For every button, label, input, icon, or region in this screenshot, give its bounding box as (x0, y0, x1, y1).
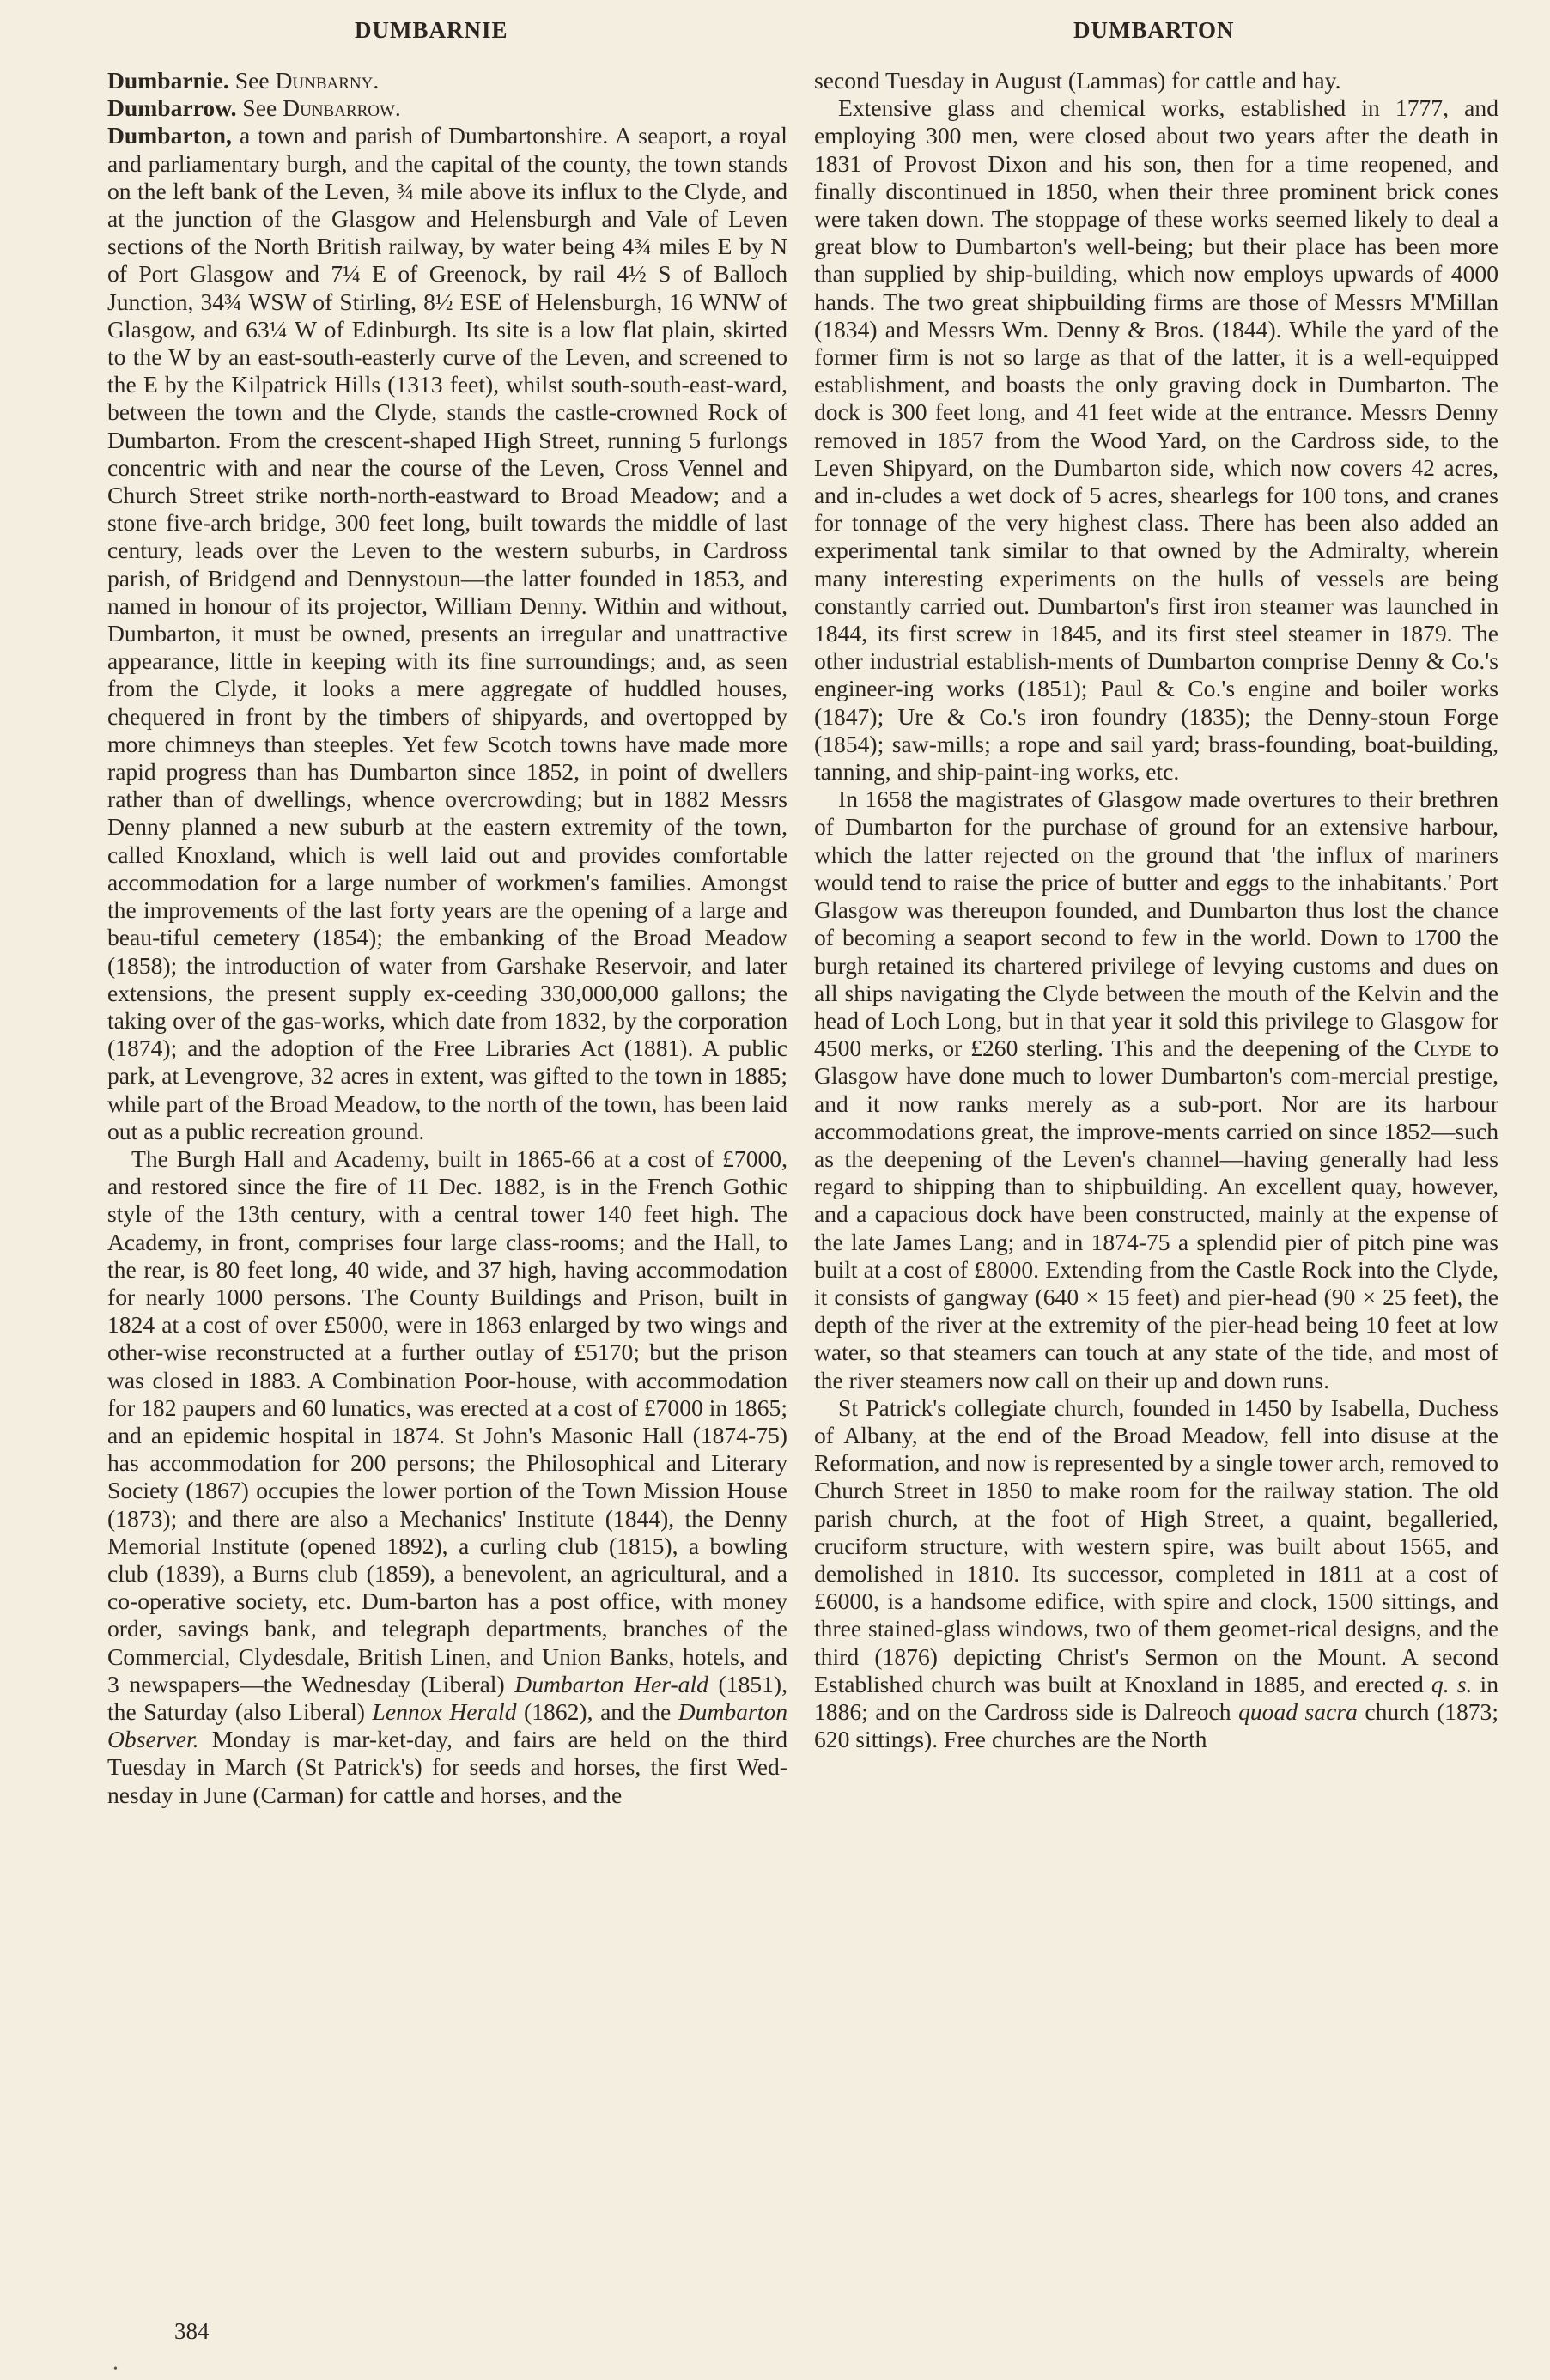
newspaper-title: Dumbarton Her-ald (514, 1670, 708, 1697)
paragraph-harbour (814, 786, 1498, 1393)
paragraph-text: to Glasgow have done much to lower Dumbarton's com-mercial prestige, and it now ranks merely as a sub-port. Nor are its harbour accommodations great, the improve-ments carried on since 1852—such as the deepening of the Leven's channel—having generally had less regard to shipping than to shipbuilding. An excellent quay, however, and a capacious dock have been constructed, mainly at the expense of the late James Lang; and in 1874-75 a splendid pier of pitch pine was built at a cost of £8000. Extending from the Castle Rock into the Clyde, it consists of gangway (640 × 15 feet) and pier-head (90 × 25 feet), the depth of the river at the extremity of the pier-head being 10 feet at low water, so that steamers can touch at any state of the tide, and most of the river steamers now call on their up and down runs. (814, 1035, 1498, 1393)
newspaper-title: Dumbarton Observer. (107, 1697, 787, 1753)
paragraph-industry: Extensive glass and chemical works, established in 1777, and employing 300 men, were closed about two years after the death in 1831 of Provost Dixon and his son, then for a time reopened, and finally discontinued in 1850, when their three prominent brick cones were taken down. The stoppage of these works seemed likely to deal a great blow to Dumbarton's well-being; but their place has been more than supplied by ship-building, which now employs upwards of 4000 hands. The two great shipbuilding firms are those of Messrs M'Millan (1834) and Messrs Wm. Denny & Bros. (1844). While the yard of the former firm is not so large as that of the latter, it is a well-equipped establishment, and boasts the only graving dock in Dumbarton. The dock is 300 feet long, and 41 feet wide at the entrance. Messrs Denny removed in 1857 from the Wood Yard, on the Cardross side, to the Leven Shipyard, on the Dumbarton side, which now covers 42 acres, and in-cludes a wet dock of 5 acres, shearlegs for 100 tons, and cranes for tonnage of the very highest class. There has been also added an experimental tank similar to that owned by the Admiralty, wherein many interesting experiments on the hulls of vessels are being constantly carried out. Dumbarton's first iron steamer was launched in 1844, its first screw in 1845, and its first steel steamer in 1879. The other industrial establish-ments of Dumbarton comprise Denny & Co.'s engineer-ing works (1851); Paul & Co.'s engine and boiler works (1847); Ure & Co.'s iron foundry (1835); the Denny-stoun Forge (1854); saw-mills; a rope and sail yard; brass-founding, boat-building, tanning, and ship-paint-ing works, etc. (814, 94, 1498, 786)
paragraph-churches (814, 1394, 1498, 1754)
entry-dumbarnie (107, 67, 787, 94)
entry-dumbarrow (107, 94, 787, 122)
entry-dumbarton-paragraph-1 (107, 122, 787, 1145)
paragraph-text: In 1658 the magistrates of Glasgow made overtures to their brethren of Dumbarton for the purchase of ground for an extensive harbour, which the latter rejected on the ground that 'the influx of mariners would tend to raise the price of butter and eggs to the inhabitants.' Port Glasgow was thereupon founded, and Dumbarton thus lost the chance of becoming a seaport second to few in the world. Down to 1700 the burgh retained its chartered privilege of levying customs and dues on all ships navigating the Clyde between the mouth of the Kelvin and the head of Loch Long, but in that year it sold this privilege to Glasgow for 4500 merks, or £260 sterling. This and the deepening of the (814, 786, 1498, 1062)
paragraph-text: St Patrick's collegiate church, founded in 1450 by Isabella, Duchess of Albany, at the end of the Broad Meadow, fell into disuse at the Reformation, and now is represented by a single tower arch, removed to Church Street in 1850 to make room for the railway station. The old parish church, at the foot of High Street, a quaint, begalleried, cruciform structure, with western spire, was built about 1565, and demolished in 1810. Its successor, completed in 1811 at a cost of £6000, is a handsome edifice, with spire and clock, 1500 sittings, and three stained-glass windows, two of them geomet-rical designs, and the third (1876) depicting Christ's Sermon on the Mount. A second Established church was built at Knoxland in 1885, and erected (814, 1393, 1498, 1697)
paragraph-continuation: second Tuesday in August (Lammas) for cattle and hay. (814, 67, 1341, 94)
headword: Dumbarnie. (107, 67, 229, 94)
paragraph-text: (1851), the Saturday (also Liberal) (107, 1670, 787, 1725)
cross-reference: Dunbarrow. (283, 94, 401, 122)
paragraph-text: church (1873; 620 sittings). Free churches are the North (814, 1697, 1499, 1753)
see-text: See (234, 67, 270, 94)
paragraph-text: The Burgh Hall and Academy, built in 1865-66 at a cost of £7000, and restored since the fire of 11 Dec. 1882, is in the French Gothic style of the 13th century, with a central tower 140 feet high. The Academy, in front, comprises four large class-rooms; and the Hall, to the rear, is 80 feet long, 40 wide, and 37 high, having accommodation for nearly 1000 persons. The County Buildings and Prison, built in 1824 at a cost of over £5000, were in 1863 enlarged by two wings and other-wise reconstructed at a further outlay of £5170; but the prison was closed in 1883. A Combination Poor-house, with accommodation for 182 paupers and 60 lunatics, was erected at a cost of £7000 in 1865; and an epidemic hospital in 1874. St John's Masonic Hall (1874-75) has accommodation for 200 persons; the Philosophical and Literary Society (1867) occupies the lower portion of the Town Mission House (1873); and there are also a Mechanics' Institute (1844), the Denny Memorial Institute (opened 1892), a curling club (1815), a bowling club (1839), a Burns club (1859), a benevolent, an agricultural, and a co-operative society, etc. Dum-barton has a post office, with money order, savings bank, and telegraph departments, branches of the Commercial, Clydesdale, British Linen, and Union Banks, hotels, and 3 newspapers—the Wednesday (Liberal) (107, 1144, 787, 1697)
paragraph-text: in 1886; and on the Cardross side is Dalreoch (814, 1670, 1498, 1725)
paragraph-text: a town and parish of Dumbartonshire. A seaport, a royal and parliamentary burgh, and the capital of the county, the town stands on the left bank of the Leven, ¾ mile above its influx to the Clyde, and at the junction of the Glasgow and Helensburgh and Vale of Leven sections of the North British railway, by water being 4¾ miles E by N of Port Glasgow and 7¼ E of Greenock, by rail 4½ S of Balloch Junction, 34¾ WSW of Stirling, 8½ ESE of Helensburgh, 16 WNW of Glasgow, and 63¼ W of Edinburgh. Its site is a low flat plain, skirted to the W by an east-south-easterly curve of the Leven, and screened to the E by the Kilpatrick Hills (1313 feet), whilst south-south-east-ward, between the town and the Clyde, stands the castle-crowned Rock of Dumbarton. From the crescent-shaped High Street, running 5 furlongs concentric with and near the course of the Leven, Cross Vennel and Church Street strike north-north-eastward to Broad Meadow; and a stone five-arch bridge, 300 feet long, built towards the middle of last century, leads over the Leven to the western suburbs, in Cardross parish, of Bridgend and Dennystoun—the latter founded in 1853, and named in honour of its projector, William Denny. Within and without, Dumbarton, it must be owned, presents an irregular and unattractive appearance, little in keeping with its fine surroundings; and, as seen from the Clyde, it looks a mere aggregate of huddled houses, chequered in front by the timbers of shipyards, and overtopped by more chimneys than steeples. Yet few Scotch towns have made more rapid progress than has Dumbarton since 1852, in point of dwellers rather than of dwellings, whence overcrowding; but in 1882 Messrs Denny planned a new suburb at the eastern extremity of the town, called Knoxland, which is well laid out and provides comfortable accommodation for a large number of workmen's families. Amongst the improvements of the last forty years are the opening of a large and beau-tiful cemetery (1854); the embanking of the Broad Meadow (1858); the introduction of water from Garshake Reservoir, and later extensions, the present supply ex-ceeding 330,000,000 gallons; the taking over of the gas-works, which date from 1832, by the corporation (1874); and the adoption of the Free Libraries Act (1881). A public park, at Levengrove, 32 acres in extent, was gifted to the town in 1885; while part of the Broad Meadow, to the north of the town, has been laid out as a public recreation ground. (107, 122, 787, 1144)
italic-term: q. s. (1431, 1670, 1473, 1697)
header-left-guideword: DUMBARNIE (355, 17, 508, 43)
headword: Dumbarton, (107, 122, 232, 149)
entry-dumbarton-paragraph-2 (107, 1145, 787, 1809)
newspaper-title: Lennox Herald (372, 1697, 517, 1725)
paragraph-text: Monday is mar-ket-day, and fairs are held on the third Tuesday in March (St Patrick's) for seeds and horses, the first Wed-nesday in June (Carman) for cattle and horses, and the (107, 1726, 787, 1808)
right-column (814, 67, 1498, 1753)
cross-reference: Clyde (1413, 1035, 1472, 1062)
italic-term: quoad sacra (1238, 1697, 1358, 1725)
page-number: 384 (174, 2318, 210, 2344)
running-header (0, 17, 1550, 55)
headword: Dumbarrow. (107, 94, 237, 122)
paragraph-text: (1862), and the (516, 1697, 678, 1725)
print-speck: • (113, 2363, 118, 2376)
see-text: See (242, 94, 277, 122)
header-right-guideword: DUMBARTON (1073, 17, 1235, 43)
cross-reference: Dunbarny. (275, 67, 380, 94)
left-column (107, 67, 787, 1809)
